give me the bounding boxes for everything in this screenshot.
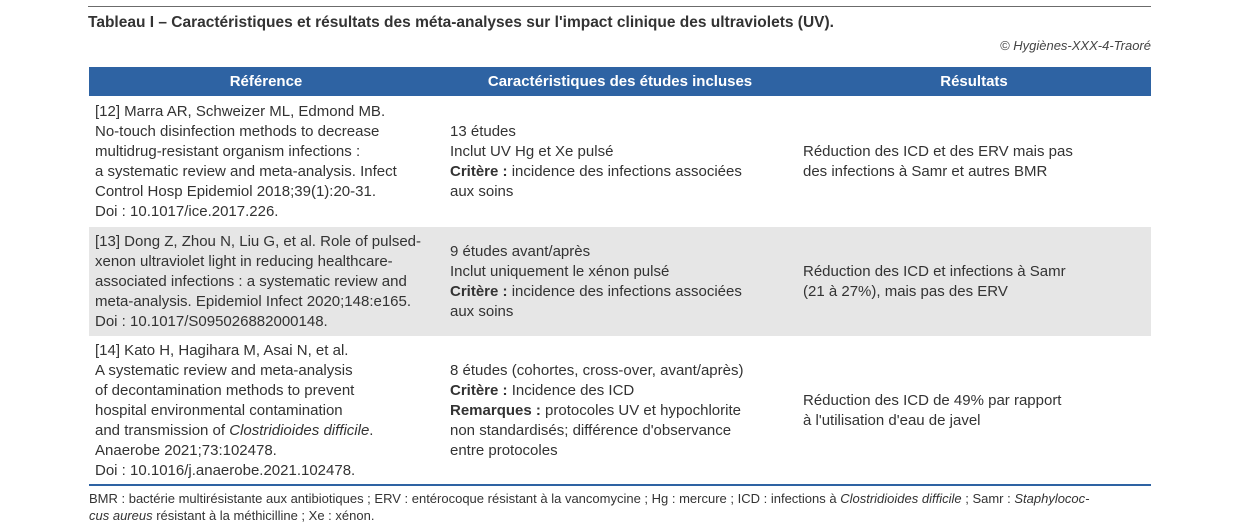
results-line: à l'utilisation d'eau de javel — [803, 412, 981, 429]
characteristics-cell — [443, 336, 797, 486]
top-rule — [88, 6, 1151, 7]
table-row — [89, 96, 1151, 227]
footnote-text: ; Samr : — [961, 491, 1015, 506]
table-header-row — [89, 67, 1151, 96]
reference-line: meta-analysis. Epidemiol Infect 2020;148:e165. — [95, 292, 412, 310]
criterion-line — [450, 162, 797, 182]
reference-line: multidrug-resistant organism infections : — [95, 142, 361, 160]
header-characteristics: Caractéristiques des études incluses — [443, 67, 797, 96]
characteristics-line: 9 études avant/après — [450, 242, 591, 260]
footnote-text: résistant à la méthicilline ; Xe : xénon. — [152, 508, 375, 523]
characteristics-line: entre protocoles — [450, 442, 558, 459]
reference-line: a systematic review and meta-analysis. Infect — [95, 162, 397, 180]
footnote-text: BMR : bactérie multirésistante aux antibiotiques ; ERV : entérocoque résistant à la vancomycine ; Hg : mercure ; ICD : infections à — [89, 491, 841, 506]
results-line: des infections à Samr et autres BMR — [803, 162, 1048, 180]
reference-line: No-touch disinfection methods to decrease — [95, 122, 380, 140]
reference-line: xenon ultraviolet light in reducing healthcare- — [95, 252, 393, 270]
header-reference: Référence — [89, 67, 443, 96]
criterion-line — [450, 282, 797, 302]
table-footnote — [89, 490, 1151, 524]
footnote-species: Clostridioides difficile — [840, 491, 962, 506]
footnote-species: cus aureus — [89, 508, 153, 523]
characteristics-line: aux soins — [450, 302, 514, 320]
reference-line: [13] Dong Z, Zhou N, Liu G, et al. Role of pulsed- — [95, 232, 422, 250]
criterion-line — [450, 381, 797, 401]
criterion-label: Critère : — [450, 382, 508, 399]
reference-line: A systematic review and meta-analysis — [95, 362, 353, 379]
species-name: Clostridioides difficile — [229, 422, 370, 439]
criterion-label: Critère : — [450, 162, 508, 180]
reference-line: Control Hosp Epidemiol 2018;39(1):20-31. — [95, 182, 376, 200]
characteristics-cell — [443, 96, 797, 227]
results-line: Réduction des ICD et des ERV mais pas — [803, 142, 1073, 160]
reference-line: hospital environmental contamination — [95, 402, 343, 419]
reference-cell — [89, 96, 443, 227]
results-line: (21 à 27%), mais pas des ERV — [803, 282, 1008, 300]
criterion-text: incidence des infections associées — [507, 162, 742, 180]
criterion-text: incidence des infections associées — [507, 282, 742, 300]
results-line: Réduction des ICD et infections à Samr — [803, 262, 1066, 280]
reference-line: [14] Kato H, Hagihara M, Asai N, et al. — [95, 342, 349, 359]
characteristics-line: Inclut UV Hg et Xe pulsé — [450, 142, 614, 160]
results-cell — [797, 227, 1151, 336]
reference-cell — [89, 336, 443, 486]
reference-line: associated infections : a systematic review and — [95, 272, 407, 290]
criterion-label: Critère : — [450, 282, 508, 300]
remarks-line — [450, 401, 797, 421]
copyright-credit: © Hygiènes-XXX-4-Traoré — [1000, 38, 1151, 53]
remarks-label: Remarques : — [450, 402, 541, 419]
characteristics-line: non standardisés; différence d'observance — [450, 422, 732, 439]
results-cell — [797, 336, 1151, 486]
characteristics-line: 13 études — [450, 122, 516, 140]
header-results: Résultats — [797, 67, 1151, 96]
footnote-species: Staphylococ- — [1014, 491, 1090, 506]
reference-line: Anaerobe 2021;73:102478. — [95, 442, 277, 459]
reference-text: and transmission of — [95, 422, 230, 439]
characteristics-line: aux soins — [450, 182, 514, 200]
table-caption: Tableau I – Caractéristiques et résultats des méta-analyses sur l'impact clinique des ultraviolets (UV). — [88, 14, 834, 31]
results-cell — [797, 96, 1151, 227]
criterion-text: Incidence des ICD — [507, 382, 635, 399]
characteristics-line: 8 études (cohortes, cross-over, avant/après) — [450, 362, 744, 379]
characteristics-line: Inclut uniquement le xénon pulsé — [450, 262, 670, 280]
characteristics-cell — [443, 227, 797, 336]
reference-cell — [89, 227, 443, 336]
table-row — [89, 336, 1151, 486]
reference-line: of decontamination methods to prevent — [95, 382, 355, 399]
reference-line: Doi : 10.1016/j.anaerobe.2021.102478. — [95, 462, 356, 479]
reference-line: [12] Marra AR, Schweizer ML, Edmond MB. — [95, 102, 386, 120]
reference-line: Doi : 10.1017/ice.2017.226. — [95, 202, 279, 220]
reference-line: Doi : 10.1017/S095026882000148. — [95, 312, 328, 330]
reference-line — [95, 421, 439, 441]
remarks-text: protocoles UV et hypochlorite — [540, 402, 741, 419]
table-bottom-rule — [89, 484, 1151, 486]
results-line: Réduction des ICD de 49% par rapport — [803, 392, 1062, 409]
results-table — [89, 67, 1151, 486]
table-row — [89, 227, 1151, 336]
reference-text: . — [369, 422, 374, 439]
